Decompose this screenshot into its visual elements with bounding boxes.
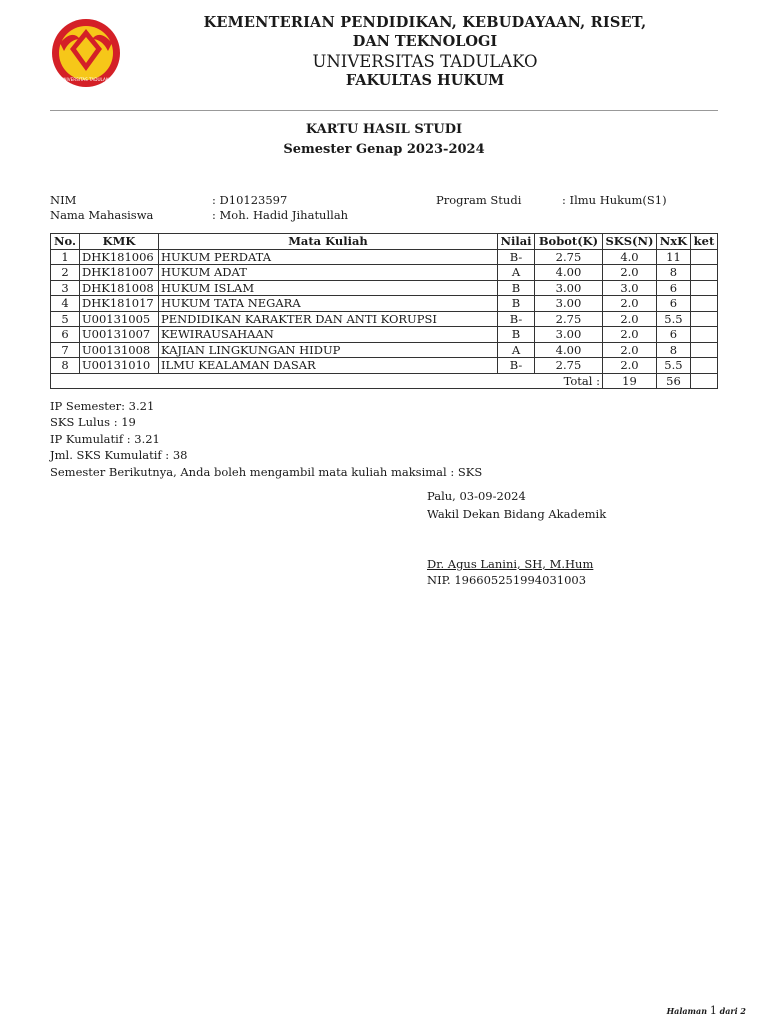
cell-nxk: 11	[656, 249, 690, 265]
cell-no: 6	[51, 327, 80, 343]
ministry-line-2: DAN TEKNOLOGI	[352, 33, 498, 50]
cell-kmk: DHK181017	[79, 296, 158, 312]
cell-bobot: 4.00	[535, 342, 603, 358]
ip-kumulatif: IP Kumulatif : 3.21	[50, 432, 160, 446]
total-ket	[690, 373, 717, 389]
cell-no: 8	[51, 358, 80, 374]
header-divider	[50, 110, 718, 111]
nim-value: : D10123597	[212, 193, 288, 207]
cell-nilai: A	[498, 265, 535, 281]
total-label: Total :	[51, 373, 603, 389]
next-semester-note: Semester Berikutnya, Anda boleh mengambil mata kuliah maksimal : SKS	[50, 465, 483, 479]
cell-nxk: 5.5	[656, 358, 690, 374]
cell-mata-kuliah: KEWIRAUSAHAAN	[158, 327, 497, 343]
cell-nxk: 8	[656, 265, 690, 281]
cell-mata-kuliah: HUKUM ISLAM	[158, 280, 497, 296]
cell-mata-kuliah: KAJIAN LINGKUNGAN HIDUP	[158, 342, 497, 358]
table-row	[51, 280, 718, 296]
grades-table	[50, 233, 718, 389]
cell-ket	[690, 249, 717, 265]
cell-nilai: B-	[498, 311, 535, 327]
table-row	[51, 342, 718, 358]
total-sks: 19	[602, 373, 656, 389]
table-row	[51, 327, 718, 343]
cell-bobot: 2.75	[535, 358, 603, 374]
cell-sks: 2.0	[602, 358, 656, 374]
cell-sks: 2.0	[602, 311, 656, 327]
cell-sks: 2.0	[602, 265, 656, 281]
col-header-nxk: NxK	[656, 234, 690, 250]
cell-nxk: 6	[656, 296, 690, 312]
col-header-no: No.	[51, 234, 80, 250]
table-row	[51, 265, 718, 281]
cell-nxk: 5.5	[656, 311, 690, 327]
cell-kmk: DHK181007	[79, 265, 158, 281]
cell-no: 5	[51, 311, 80, 327]
table-row	[51, 358, 718, 374]
footer-halaman: Halaman	[666, 1006, 708, 1016]
cell-kmk: U00131007	[79, 327, 158, 343]
document-title: KARTU HASIL STUDI	[305, 122, 463, 137]
footer-page-number: 1	[709, 1004, 717, 1017]
signatory-position: Wakil Dekan Bidang Akademik	[427, 507, 607, 521]
cell-mata-kuliah: HUKUM TATA NEGARA	[158, 296, 497, 312]
cell-ket	[690, 327, 717, 343]
cell-kmk: DHK181006	[79, 249, 158, 265]
signatory-nip: NIP. 196605251994031003	[427, 573, 587, 587]
cell-no: 1	[51, 249, 80, 265]
program-value: : Ilmu Hukum(S1)	[562, 193, 667, 207]
cell-ket	[690, 342, 717, 358]
page-footer	[667, 1004, 746, 1017]
col-header-nilai: Nilai	[498, 234, 535, 250]
table-header-row	[51, 234, 718, 250]
cell-bobot: 3.00	[535, 280, 603, 296]
cell-mata-kuliah: HUKUM PERDATA	[158, 249, 497, 265]
col-header-kmk: KMK	[79, 234, 158, 250]
place-date: Palu, 03-09-2024	[427, 489, 526, 503]
cell-nilai: B	[498, 296, 535, 312]
cell-no: 4	[51, 296, 80, 312]
cell-nxk: 6	[656, 327, 690, 343]
cell-bobot: 3.00	[535, 327, 603, 343]
cell-nxk: 6	[656, 280, 690, 296]
cell-nxk: 8	[656, 342, 690, 358]
name-label: Nama Mahasiswa	[50, 208, 154, 222]
col-header-sks: SKS(N)	[602, 234, 656, 250]
table-row	[51, 296, 718, 312]
cell-bobot: 4.00	[535, 265, 603, 281]
cell-bobot: 3.00	[535, 296, 603, 312]
cell-mata-kuliah: HUKUM ADAT	[158, 265, 497, 281]
cell-bobot: 2.75	[535, 249, 603, 265]
table-row	[51, 249, 718, 265]
sks-lulus: SKS Lulus : 19	[50, 415, 136, 429]
ministry-line-1: KEMENTERIAN PENDIDIKAN, KEBUDAYAAN, RISET,	[203, 14, 647, 31]
cell-ket	[690, 280, 717, 296]
cell-kmk: U00131005	[79, 311, 158, 327]
total-nxk: 56	[656, 373, 690, 389]
program-label: Program Studi	[436, 193, 522, 207]
cell-nilai: B-	[498, 249, 535, 265]
name-value: : Moh. Hadid Jihatullah	[212, 208, 349, 222]
cell-bobot: 2.75	[535, 311, 603, 327]
cell-sks: 2.0	[602, 296, 656, 312]
sks-kumulatif: Jml. SKS Kumulatif : 38	[50, 448, 188, 462]
cell-sks: 4.0	[602, 249, 656, 265]
nim-label: NIM	[50, 193, 77, 207]
cell-kmk: DHK181008	[79, 280, 158, 296]
cell-mata-kuliah: ILMU KEALAMAN DASAR	[158, 358, 497, 374]
cell-kmk: U00131010	[79, 358, 158, 374]
total-row	[51, 373, 718, 389]
logo-text: UNIVERSITAS TADULAKO	[60, 77, 112, 82]
cell-no: 3	[51, 280, 80, 296]
cell-kmk: U00131008	[79, 342, 158, 358]
col-header-mata-kuliah: Mata Kuliah	[158, 234, 497, 250]
ip-semester: IP Semester: 3.21	[50, 399, 155, 413]
university-name: UNIVERSITAS TADULAKO	[312, 52, 538, 71]
semester-title: Semester Genap 2023-2024	[283, 142, 485, 157]
cell-nilai: B	[498, 327, 535, 343]
faculty-name: FAKULTAS HUKUM	[345, 72, 505, 89]
cell-mata-kuliah: PENDIDIKAN KARAKTER DAN ANTI KORUPSI	[158, 311, 497, 327]
cell-no: 2	[51, 265, 80, 281]
cell-sks: 2.0	[602, 342, 656, 358]
cell-no: 7	[51, 342, 80, 358]
cell-ket	[690, 358, 717, 374]
cell-sks: 2.0	[602, 327, 656, 343]
cell-nilai: B	[498, 280, 535, 296]
table-row	[51, 311, 718, 327]
cell-ket	[690, 296, 717, 312]
col-header-bobot: Bobot(K)	[535, 234, 603, 250]
cell-nilai: A	[498, 342, 535, 358]
col-header-ket: ket	[690, 234, 717, 250]
cell-nilai: B-	[498, 358, 535, 374]
cell-sks: 3.0	[602, 280, 656, 296]
footer-of-total: dari 2	[719, 1006, 746, 1016]
cell-ket	[690, 265, 717, 281]
signatory-name: Dr. Agus Lanini, SH, M.Hum	[427, 557, 594, 571]
university-logo	[50, 15, 122, 93]
cell-ket	[690, 311, 717, 327]
